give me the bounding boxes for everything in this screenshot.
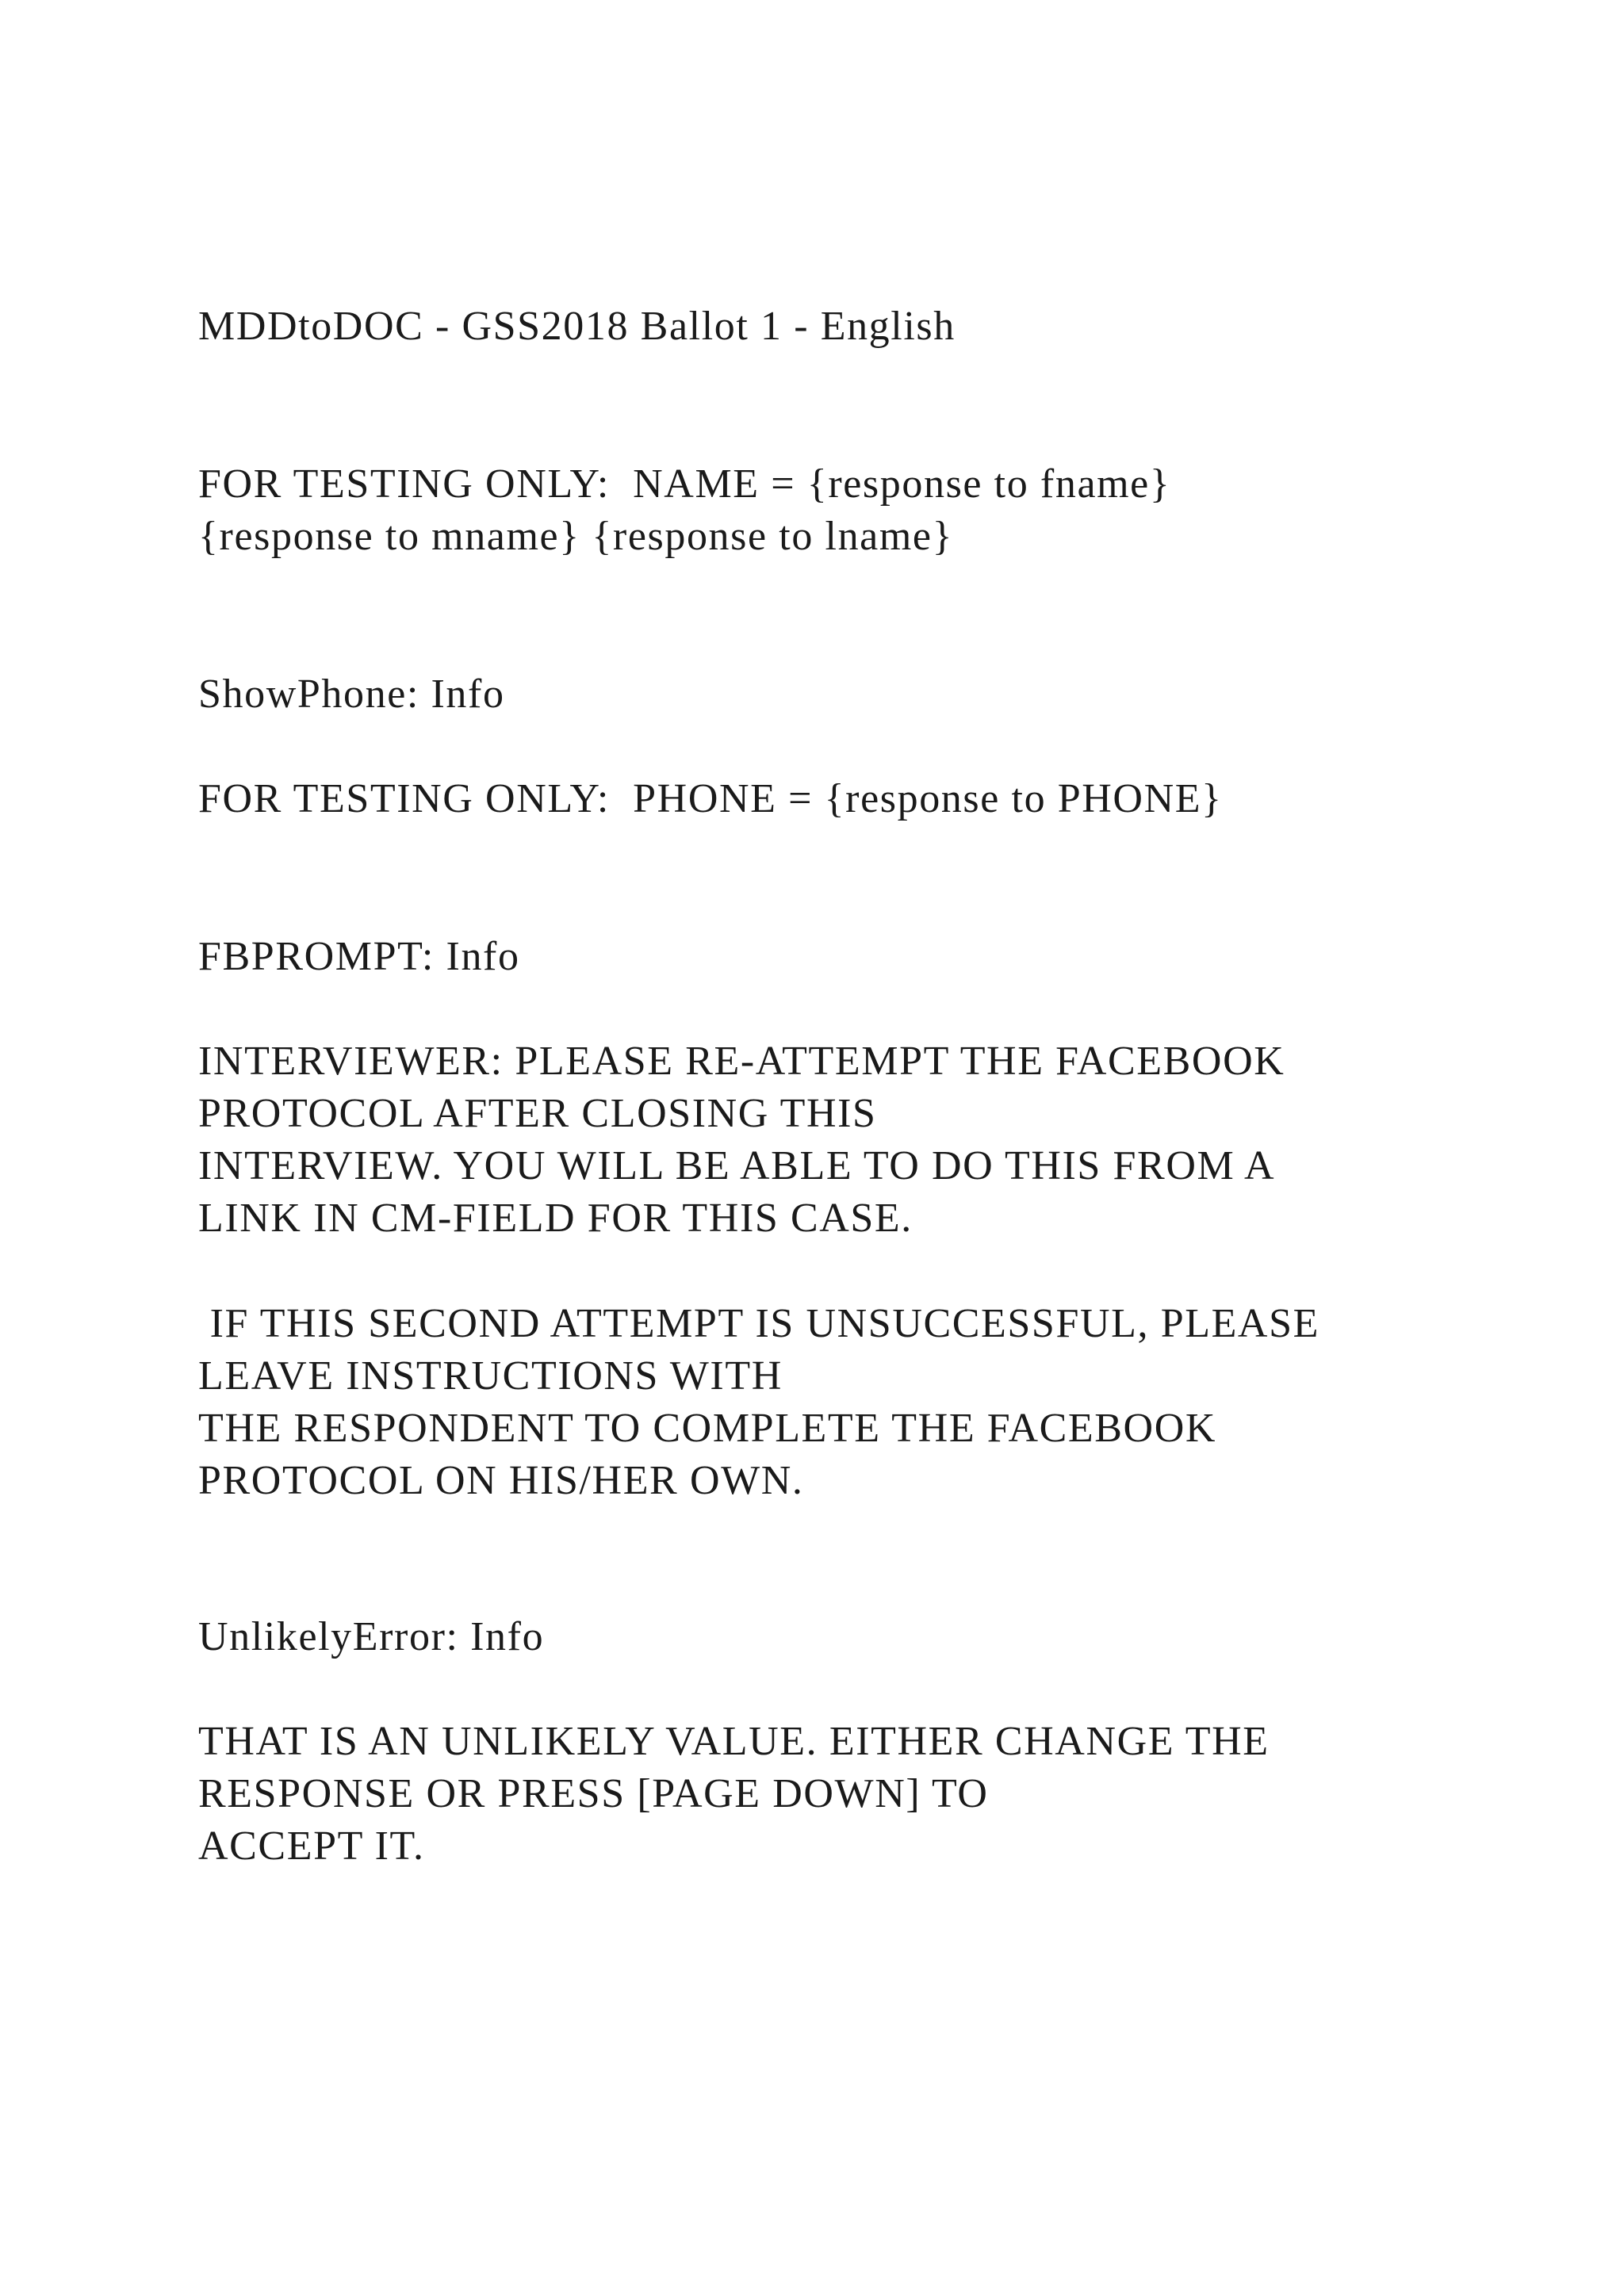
unlikelyerror-line-2: RESPONSE OR PRESS [PAGE DOWN] TO: [198, 1771, 989, 1816]
fbprompt-para2-line-2: LEAVE INSTRUCTIONS WITH: [198, 1353, 783, 1399]
fbprompt-heading: FBPROMPT: Info: [198, 934, 520, 979]
fbprompt-para1-line-2: PROTOCOL AFTER CLOSING THIS: [198, 1091, 877, 1136]
fbprompt-para2-line-3: THE RESPONDENT TO COMPLETE THE FACEBOOK: [198, 1406, 1216, 1451]
document-title: MDDtoDOC - GSS2018 Ballot 1 - English: [198, 304, 956, 349]
unlikelyerror-line-3: ACCEPT IT.: [198, 1823, 425, 1869]
fbprompt-para2-line-1: IF THIS SECOND ATTEMPT IS UNSUCCESSFUL, PLEASE: [198, 1301, 1320, 1346]
name-test-line-1: FOR TESTING ONLY: NAME = {response to fname}: [198, 461, 1171, 507]
showphone-heading: ShowPhone: Info: [198, 672, 505, 717]
unlikelyerror-heading: UnlikelyError: Info: [198, 1614, 545, 1659]
fbprompt-para1-line-4: LINK IN CM-FIELD FOR THIS CASE.: [198, 1196, 913, 1241]
fbprompt-para1-line-3: INTERVIEW. YOU WILL BE ABLE TO DO THIS FROM A: [198, 1143, 1276, 1188]
showphone-text: FOR TESTING ONLY: PHONE = {response to PHONE}: [198, 776, 1223, 821]
unlikelyerror-line-1: THAT IS AN UNLIKELY VALUE. EITHER CHANGE THE: [198, 1719, 1270, 1764]
fbprompt-para1-line-1: INTERVIEWER: PLEASE RE-ATTEMPT THE FACEBOOK: [198, 1039, 1285, 1084]
fbprompt-para2-line-4: PROTOCOL ON HIS/HER OWN.: [198, 1458, 804, 1503]
name-test-line-2: {response to mname} {response to lname}: [198, 514, 954, 559]
